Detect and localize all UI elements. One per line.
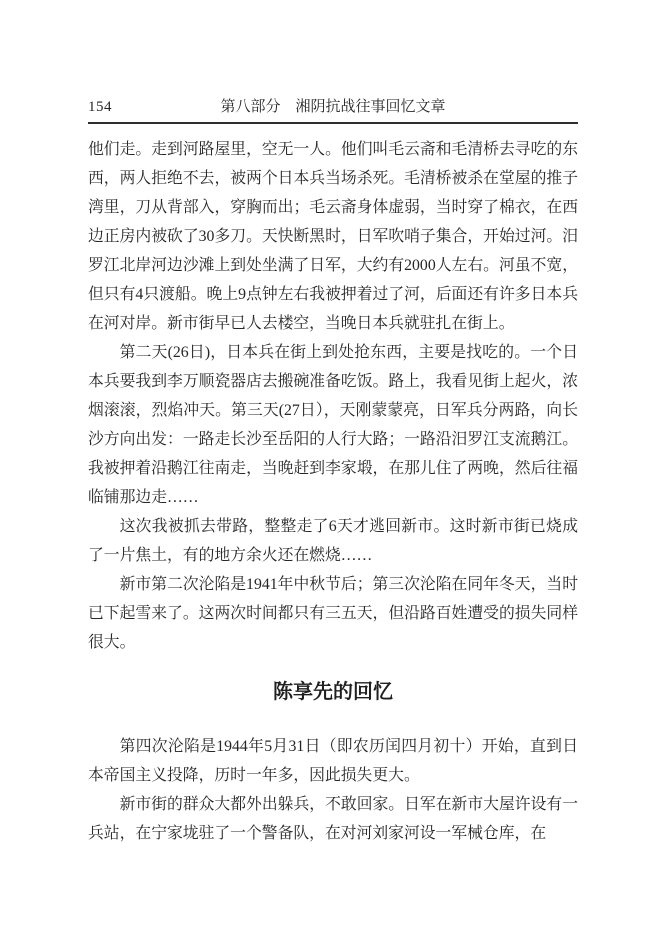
- running-header: [88, 98, 578, 116]
- page-content: [88, 0, 578, 848]
- header-rule: [88, 122, 578, 124]
- page-number: 154: [88, 99, 112, 115]
- paragraph: 新市第二次沦陷是1941年中秋节后；第三次沦陷在同年冬天，当时已下起雪来了。这两次时间都只有三五天，但沿路百姓遭受的损失同样很大。: [88, 576, 578, 651]
- paragraph: 这次我被抓去带路，整整走了6天才逃回新市。这时新市街已烧成了一片焦土，有的地方余火还在燃烧……: [88, 518, 578, 564]
- paragraph-continuation: 他们走。走到河路屋里，空无一人。他们叫毛云斋和毛清桥去寻吃的东西，两人拒绝不去，被两个日本兵当场杀死。毛清桥被杀在堂屋的推子湾里，刀从背部入，穿胸而出；毛云斋身体虚弱，当时穿了棉衣，在西边正房内被砍了30多刀。天快断黑时，日军吹哨子集合，开始过河。汨罗江北岸河边沙滩上到处坐满了日军，大约有2000人左右。河虽不宽，但只有4只渡船。晚上9点钟左右我被押着过了河，后面还有许多日本兵在河对岸。新市街早已人去楼空，当晚日本兵就驻扎在街上。: [88, 141, 578, 332]
- paragraph: 第四次沦陷是1944年5月31日（即农历闰四月初十）开始，直到日本帝国主义投降，历时一年多，因此损失更大。: [88, 738, 578, 784]
- page-body: [88, 135, 578, 848]
- chapter-title: 第八部分 湘阴抗战往事回忆文章: [220, 99, 446, 115]
- section-heading: 陈享先的回忆: [273, 681, 393, 703]
- paragraph: 第二天(26日)，日本兵在街上到处抢东西，主要是找吃的。一个日本兵要我到李万顺瓷器店去搬碗准备吃饭。路上，我看见街上起火，浓烟滚滚，烈焰冲天。第三天(27日），天刚蒙蒙亮，日军兵分两路，向长沙方向出发：一路走长沙至岳阳的人行大路；一路沿汨罗江支流鹅江。我被押着沿鹅江往南走，当晚赶到李家塅，在那儿住了两晚，然后往福临铺那边走……: [88, 344, 578, 506]
- paragraph: 新市街的群众大都外出躲兵，不敢回家。日军在新市大屋许设有一兵站，在宁家垅驻了一个警备队，在对河刘家河设一军械仓库，在: [88, 796, 578, 842]
